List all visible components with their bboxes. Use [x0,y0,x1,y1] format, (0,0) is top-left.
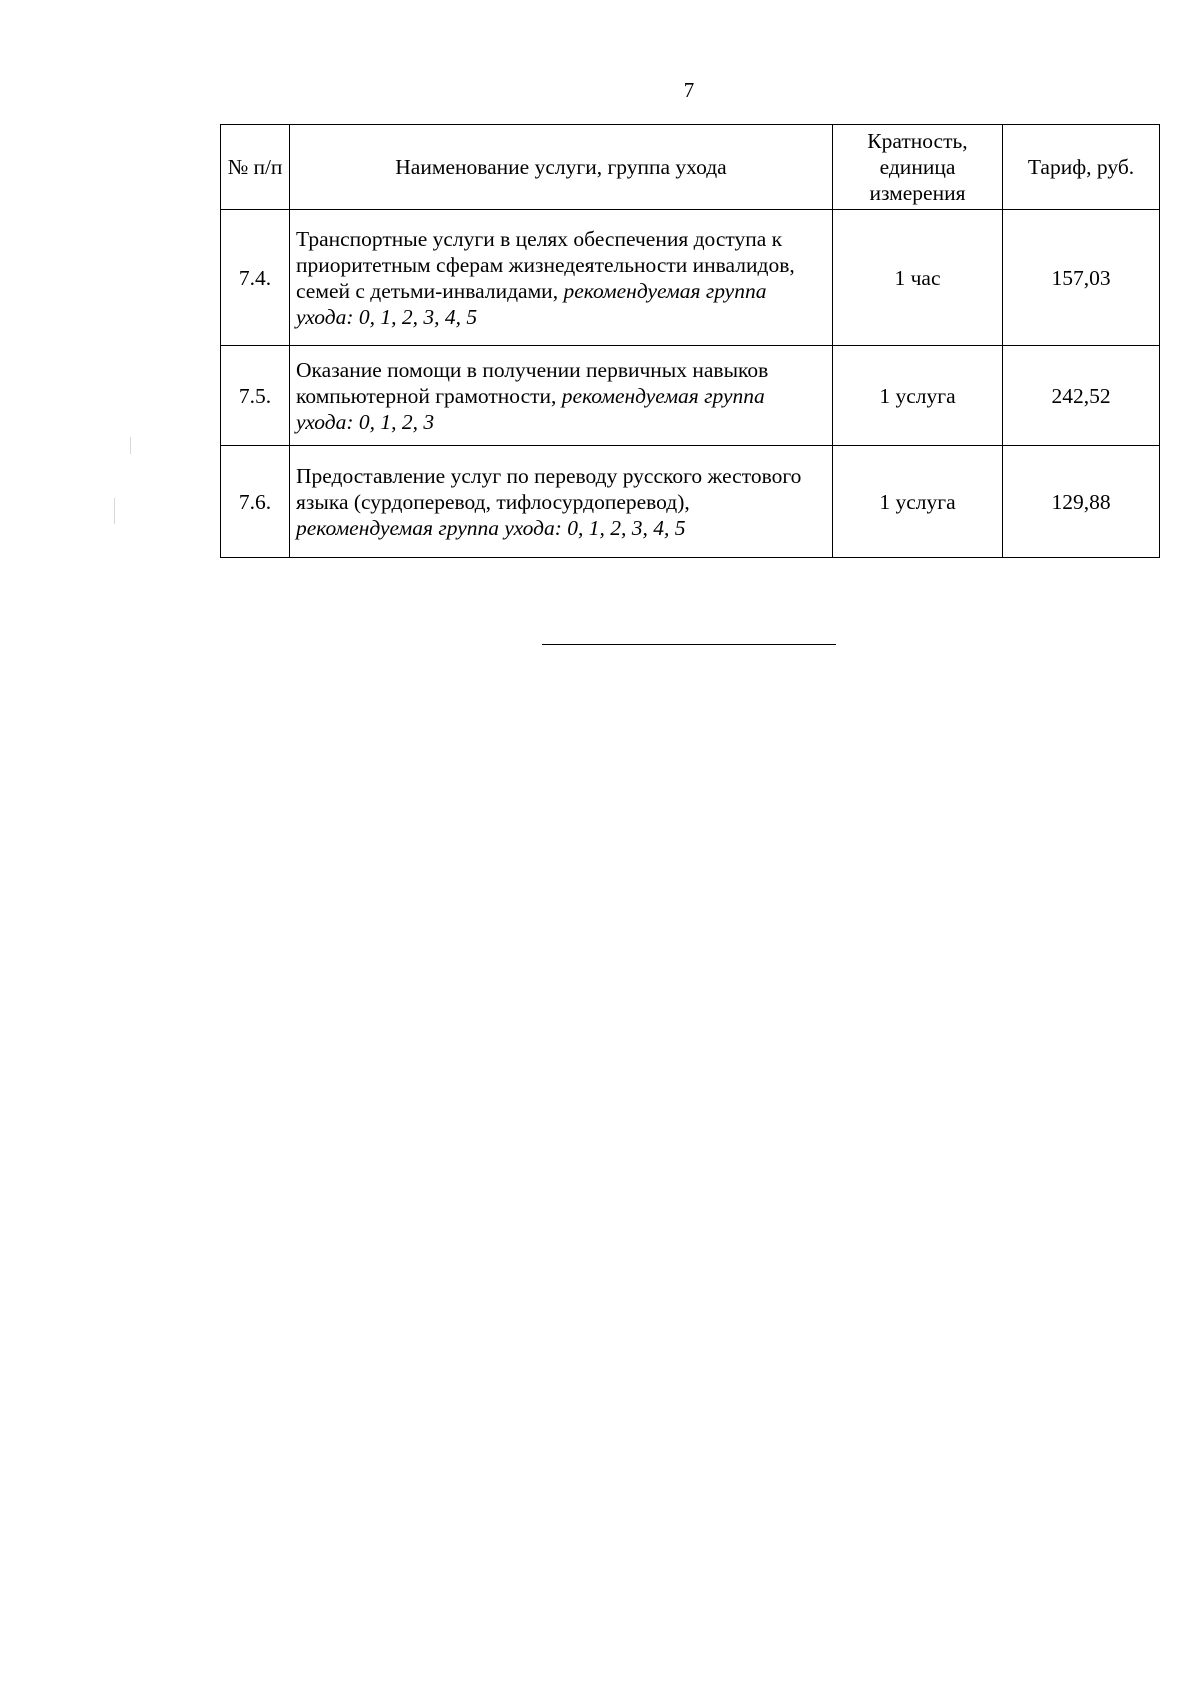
table-header-row [221,125,1160,210]
service-name-text: Оказание помощи в получении первичных навыков компьютерной грамотности, [296,357,769,408]
header-number: № п/п [221,125,290,210]
row-service-name [290,210,833,346]
service-name-text: Предоставление услуг по переводу русского жестового языка (сурдоперевод, тифлосурдоперевод), [296,463,802,514]
scan-margin-mark [114,498,115,524]
row-service-name [290,446,833,558]
header-tariff: Тариф, руб. [1003,125,1160,210]
page-number: 7 [683,78,695,102]
row-number: 7.6. [221,446,290,558]
row-unit: 1 час [833,210,1003,346]
table-row [221,346,1160,446]
row-unit: 1 услуга [833,346,1003,446]
row-tariff: 242,52 [1003,346,1160,446]
separator-line [542,644,836,645]
scan-margin-mark [130,437,131,454]
row-number: 7.5. [221,346,290,446]
header-unit: Кратность, единица измерения [833,125,1003,210]
row-service-name [290,346,833,446]
tariff-table [220,124,1160,558]
row-unit: 1 услуга [833,446,1003,558]
table-row [221,446,1160,558]
care-group-text: рекомендуемая группа ухода: 0, 1, 2, 3 [296,383,765,434]
row-number: 7.4. [221,210,290,346]
table-row [221,210,1160,346]
header-service-name: Наименование услуги, группа ухода [290,125,833,210]
row-tariff: 157,03 [1003,210,1160,346]
care-group-text: рекомендуемая группа ухода: 0, 1, 2, 3, 4, 5 [296,515,686,540]
row-tariff: 129,88 [1003,446,1160,558]
service-name-text: Транспортные услуги в целях обеспечения доступа к приоритетным сферам жизнедеятельности инвалидов, семей с детьми-инвалидами, [296,226,795,303]
care-group-text: рекомендуемая группа ухода: 0, 1, 2, 3, 4, 5 [296,278,767,329]
